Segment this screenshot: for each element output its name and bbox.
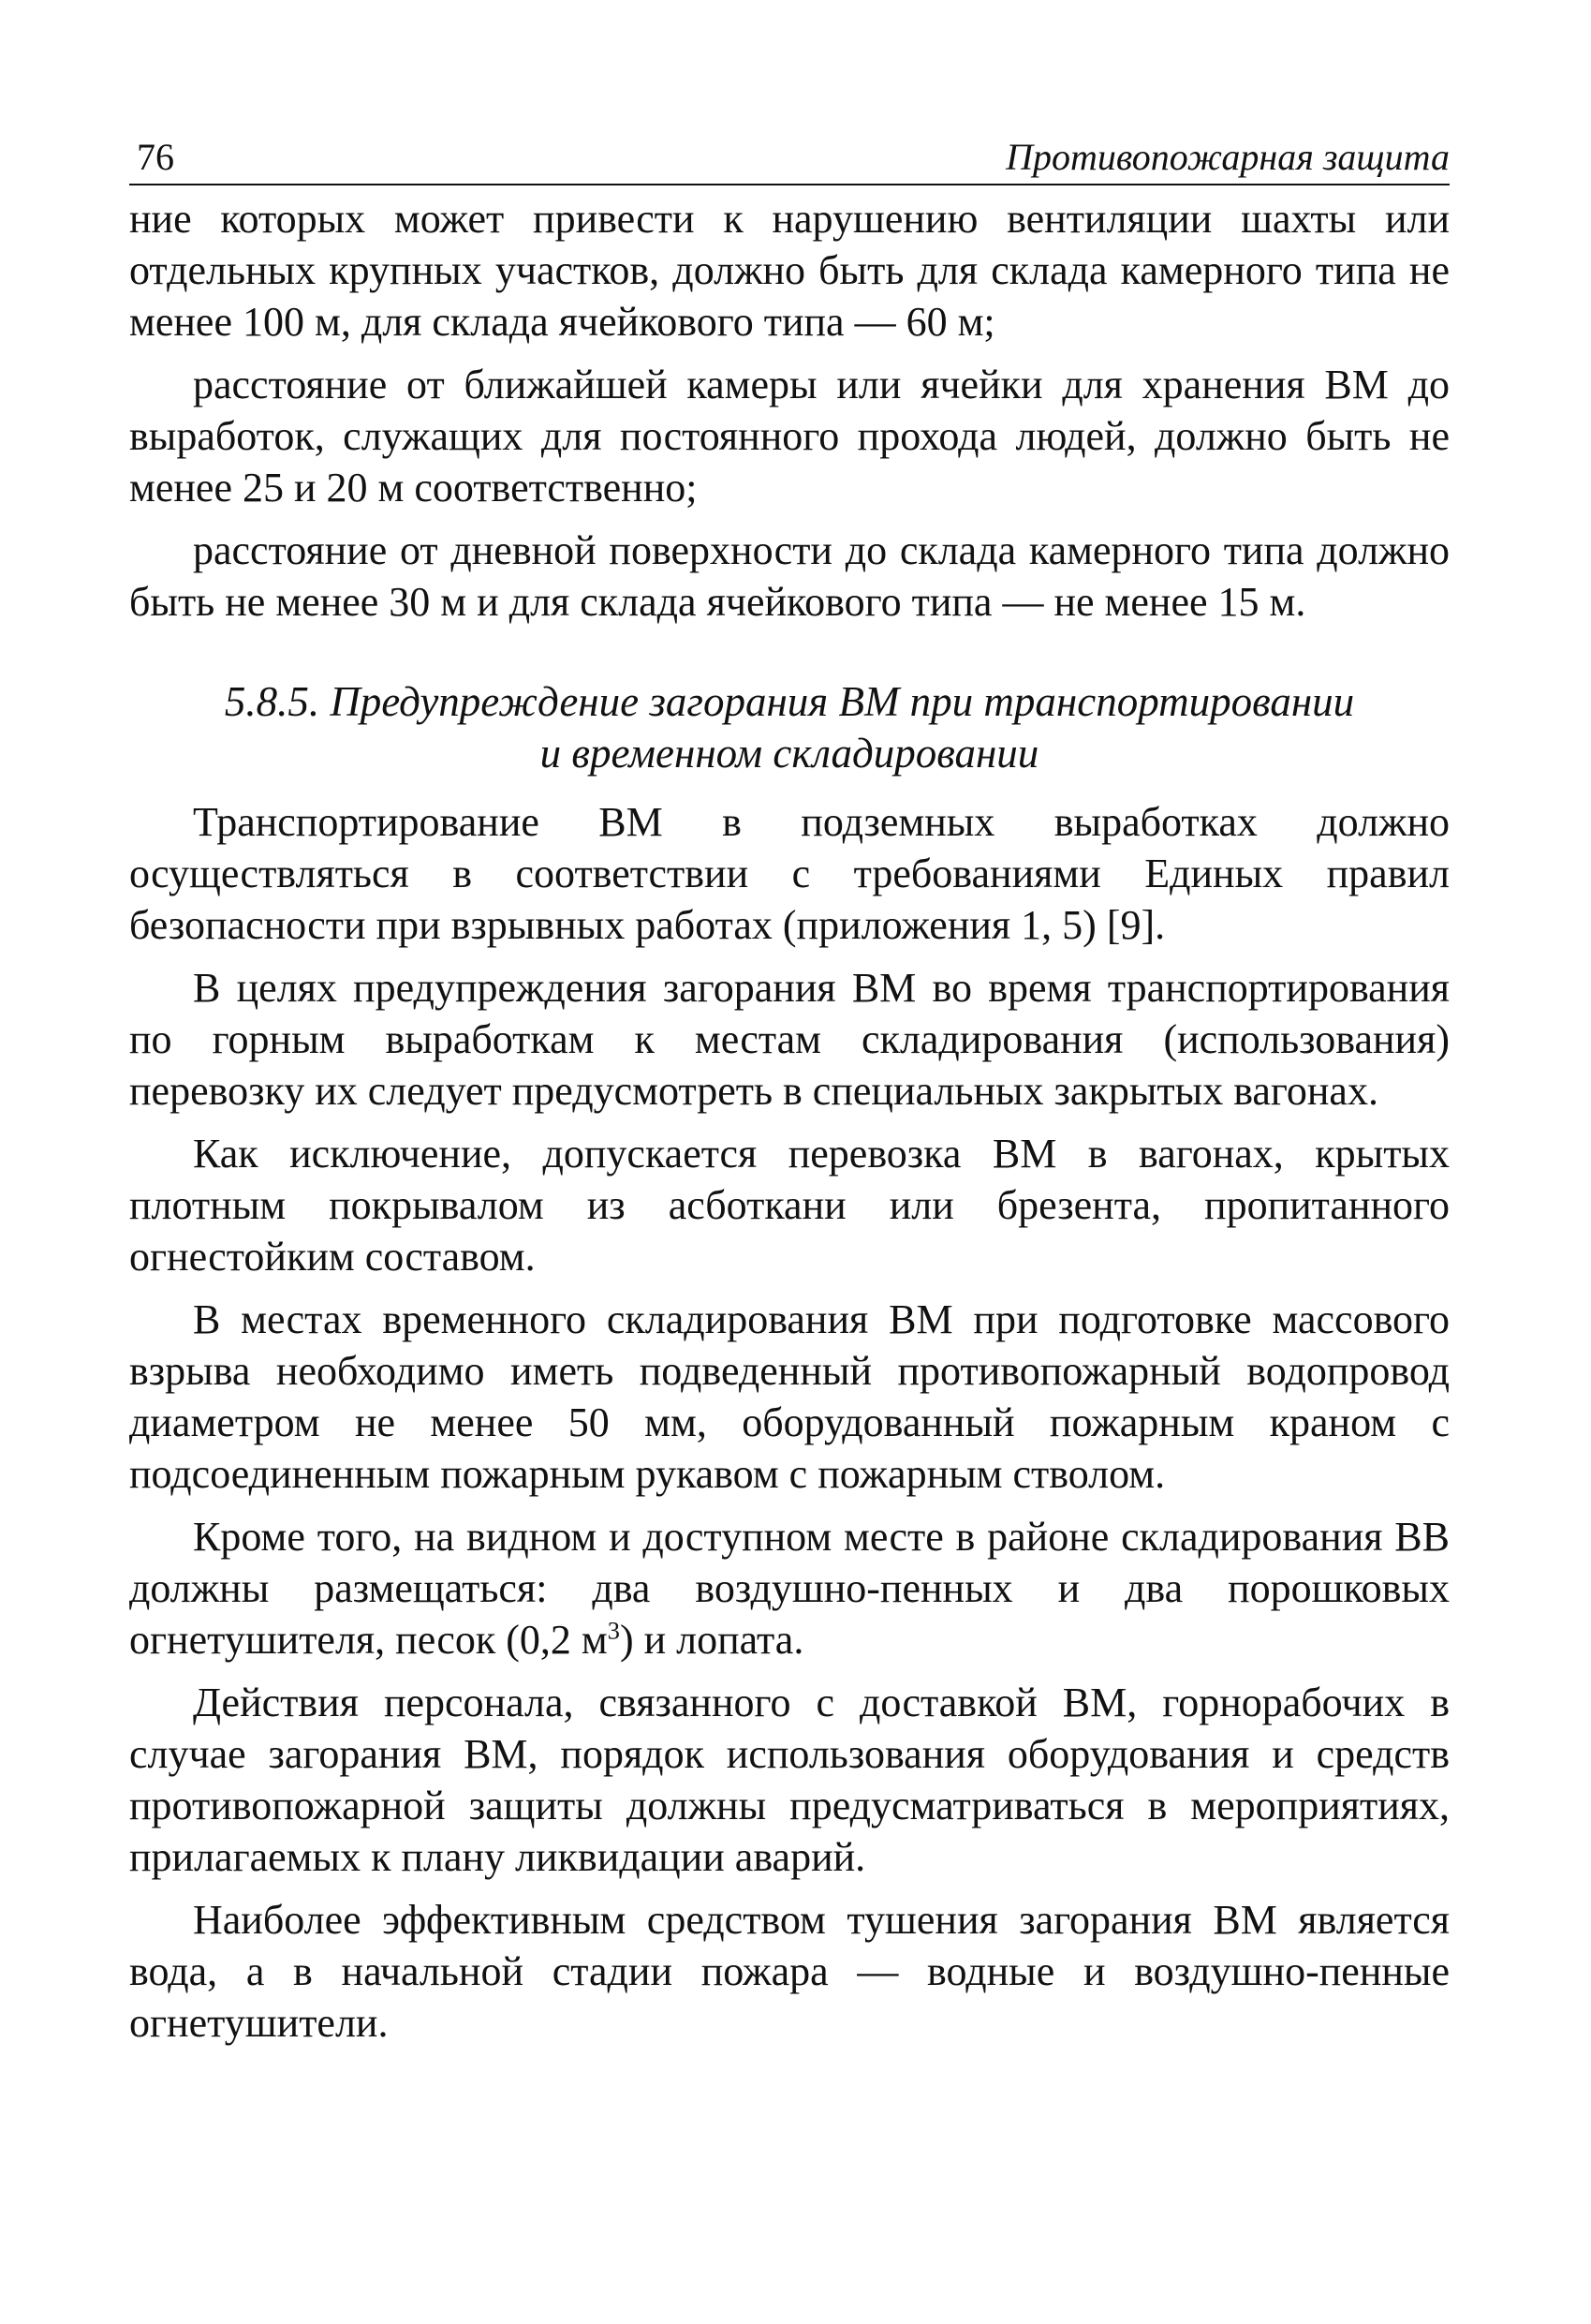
section-heading [129, 676, 1450, 779]
paragraph: Наиболее эффективным средством тушения загорания ВМ является вода, а в начальной стадии пожара — водные и воздушно-пенные огнетушители. [129, 1897, 1450, 2046]
paragraph-text: Кроме того, на видном и доступном месте в районе складирования ВВ должны размещаться: два воздушно-пенных и два порошковых огнетушителя, песок (0,2 м [129, 1514, 1450, 1663]
paragraph: Транспортирование ВМ в подземных выработках должно осуществляться в соответствии с требованиями Единых правил безопасности при взрывных работах (приложения 1, 5) [9]. [129, 799, 1450, 948]
section-heading-line-2: и временном складировании [539, 730, 1039, 777]
paragraph: расстояние от дневной поверхности до склада камерного типа должно быть не менее 30 м и для склада ячейкового типа — не менее 15 м. [129, 527, 1450, 625]
book-page [129, 131, 1450, 2060]
paragraph-text: ) и лопата. [619, 1617, 804, 1663]
paragraph: В местах временного складирования ВМ при подготовке массового взрыва необходимо иметь подведенный противопожарный водопровод диаметром не менее 50 мм, оборудованный пожарным краном с подсоединенным пожарным рукавом с пожарным стволом. [129, 1296, 1450, 1497]
superscript: 3 [607, 1616, 620, 1645]
section-heading-line-1: 5.8.5. Предупреждение загорания ВМ при транспортировании [224, 678, 1355, 725]
paragraph: Как исключение, допускается перевозка ВМ в вагонах, крытых плотным покрывалом из асботкани или брезента, пропитанного огнестойким составом. [129, 1131, 1450, 1280]
paragraph: В целях предупреждения загорания ВМ во время транспортирования по горным выработкам к местам складирования (использования) перевозку их следует предусмотреть в специальных закрытых вагонах. [129, 965, 1450, 1114]
paragraph: ние которых может привести к нарушению вентиляции шахты или отдельных крупных участков, должно быть для склада камерного типа не менее 100 м, для склада ячейкового типа — 60 м; [129, 196, 1450, 345]
paragraph: Действия персонала, связанного с доставкой ВМ, горнорабочих в случае загорания ВМ, порядок использования оборудования и средств противопожарной защиты должны предусматриваться в мероприятиях, прилагаемых к плану ликвидации аварий. [129, 1680, 1450, 1880]
paragraph: расстояние от ближайшей камеры или ячейки для хранения ВМ до выработок, служащих для постоянного прохода людей, должно быть не менее 25 и 20 м соответственно; [129, 362, 1450, 511]
running-head [129, 131, 1450, 185]
page-number: 76 [137, 136, 174, 178]
paragraph-extinguishers [129, 1511, 1450, 1665]
body-text [129, 193, 1450, 2049]
running-head-title: Противопожарная защита [1006, 136, 1450, 178]
